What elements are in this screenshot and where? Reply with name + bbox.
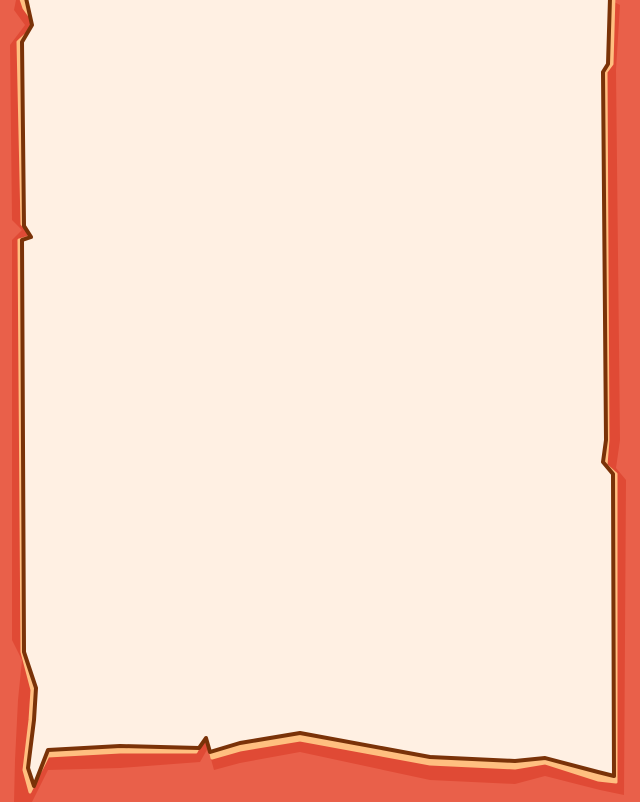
parchment-body: [22, 0, 614, 786]
